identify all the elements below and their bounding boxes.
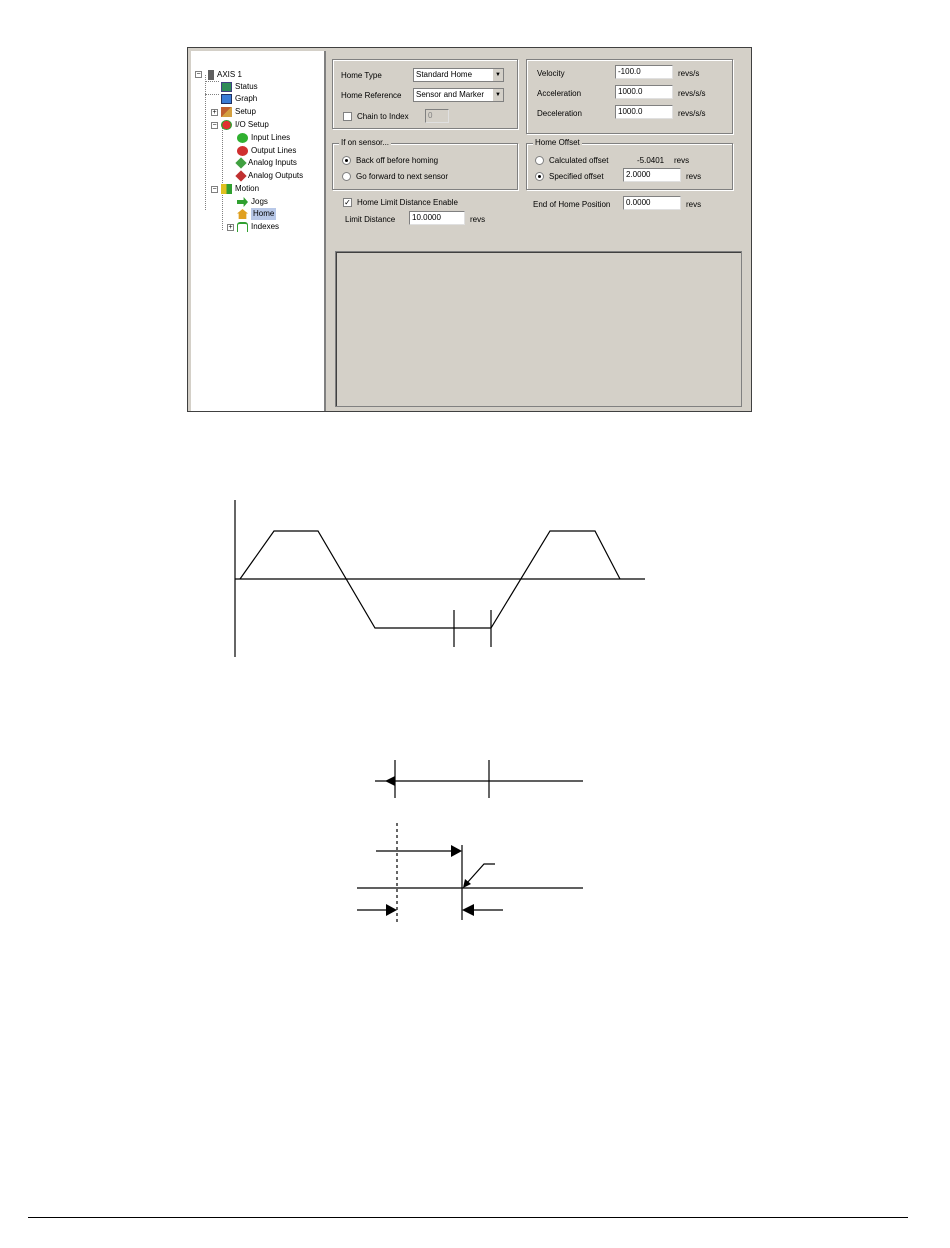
tree-item-home-label: Home — [253, 209, 275, 218]
deceleration-label: Deceleration — [537, 109, 582, 118]
tree-item-motion-label: Motion — [235, 184, 260, 193]
acceleration-label: Acceleration — [537, 89, 582, 98]
calculated-offset-value: -5.0401 — [637, 156, 665, 165]
arrow-left-icon — [462, 904, 474, 916]
tree-item-indexes-label: Indexes — [251, 222, 280, 231]
arrow-left-icon — [385, 776, 395, 786]
velocity-label: Velocity — [537, 69, 565, 78]
tree-item-analog-inputs-label: Analog Inputs — [248, 158, 297, 167]
acceleration-field[interactable]: 1000.0 — [615, 85, 673, 99]
tree-item-graph-label: Graph — [235, 94, 258, 103]
back-off-label: Back off before homing — [356, 156, 439, 165]
deceleration-unit: revs/s/s — [678, 109, 706, 118]
tree-item-analog-outputs-label: Analog Outputs — [248, 171, 304, 180]
home-reference-value: Sensor and Marker — [416, 90, 485, 99]
specified-offset-label: Specified offset — [549, 172, 604, 181]
collapse-io-toggle[interactable]: − — [212, 122, 217, 129]
end-position-label: End of Home Position — [533, 200, 611, 209]
limit-enable-checkbox[interactable]: ✓ — [344, 198, 351, 207]
calculated-offset-label: Calculated offset — [549, 156, 609, 165]
collapse-motion-toggle[interactable]: − — [212, 186, 217, 193]
chevron-down-icon: ▼ — [492, 69, 503, 81]
home-offset-title: Home Offset — [535, 138, 580, 147]
velocity-unit: revs/s — [678, 69, 700, 78]
tree-item-output-lines-label: Output Lines — [251, 146, 297, 155]
tree-item-io-setup-label: I/O Setup — [235, 120, 269, 129]
chain-to-index-label: Chain to Index — [357, 112, 409, 121]
limit-distance-field[interactable]: 10.0000 — [409, 211, 465, 225]
limit-distance-unit: revs — [470, 215, 486, 224]
expand-setup-toggle[interactable]: + — [212, 109, 217, 116]
expand-indexes-toggle[interactable]: + — [228, 224, 233, 231]
home-reference-label: Home Reference — [341, 91, 402, 100]
end-position-field[interactable]: 0.0000 — [623, 196, 681, 210]
chevron-down-icon: ▼ — [492, 89, 503, 101]
go-forward-label: Go forward to next sensor — [356, 172, 449, 181]
home-type-label: Home Type — [341, 71, 382, 80]
calculated-offset-unit: revs — [674, 156, 690, 165]
velocity-field[interactable]: -100.0 — [615, 65, 673, 79]
limit-distance-label: Limit Distance — [345, 215, 396, 224]
specified-offset-unit: revs — [686, 172, 702, 181]
tree-item-status-label: Status — [235, 82, 258, 91]
if-on-sensor-title: If on sensor... — [341, 138, 390, 147]
tree-item-setup-label: Setup — [235, 107, 256, 116]
page-bottom-rule — [28, 1217, 908, 1218]
tree-item-input-lines-label: Input Lines — [251, 133, 291, 142]
tree-item-axis-label: AXIS 1 — [217, 70, 242, 79]
collapse-axis-toggle[interactable]: − — [196, 71, 201, 78]
acceleration-unit: revs/s/s — [678, 89, 706, 98]
end-position-unit: revs — [686, 200, 702, 209]
chain-to-index-field[interactable]: 0 — [425, 109, 449, 123]
deceleration-field[interactable]: 1000.0 — [615, 105, 673, 119]
specified-offset-field[interactable]: 2.0000 — [623, 168, 681, 182]
arrow-right-icon — [451, 845, 462, 857]
limit-enable-label: Home Limit Distance Enable — [357, 198, 458, 207]
arrow-right-icon — [386, 904, 397, 916]
callout-leader-line — [467, 864, 495, 883]
home-type-value: Standard Home — [416, 70, 473, 79]
tree-item-jogs-label: Jogs — [251, 197, 268, 206]
